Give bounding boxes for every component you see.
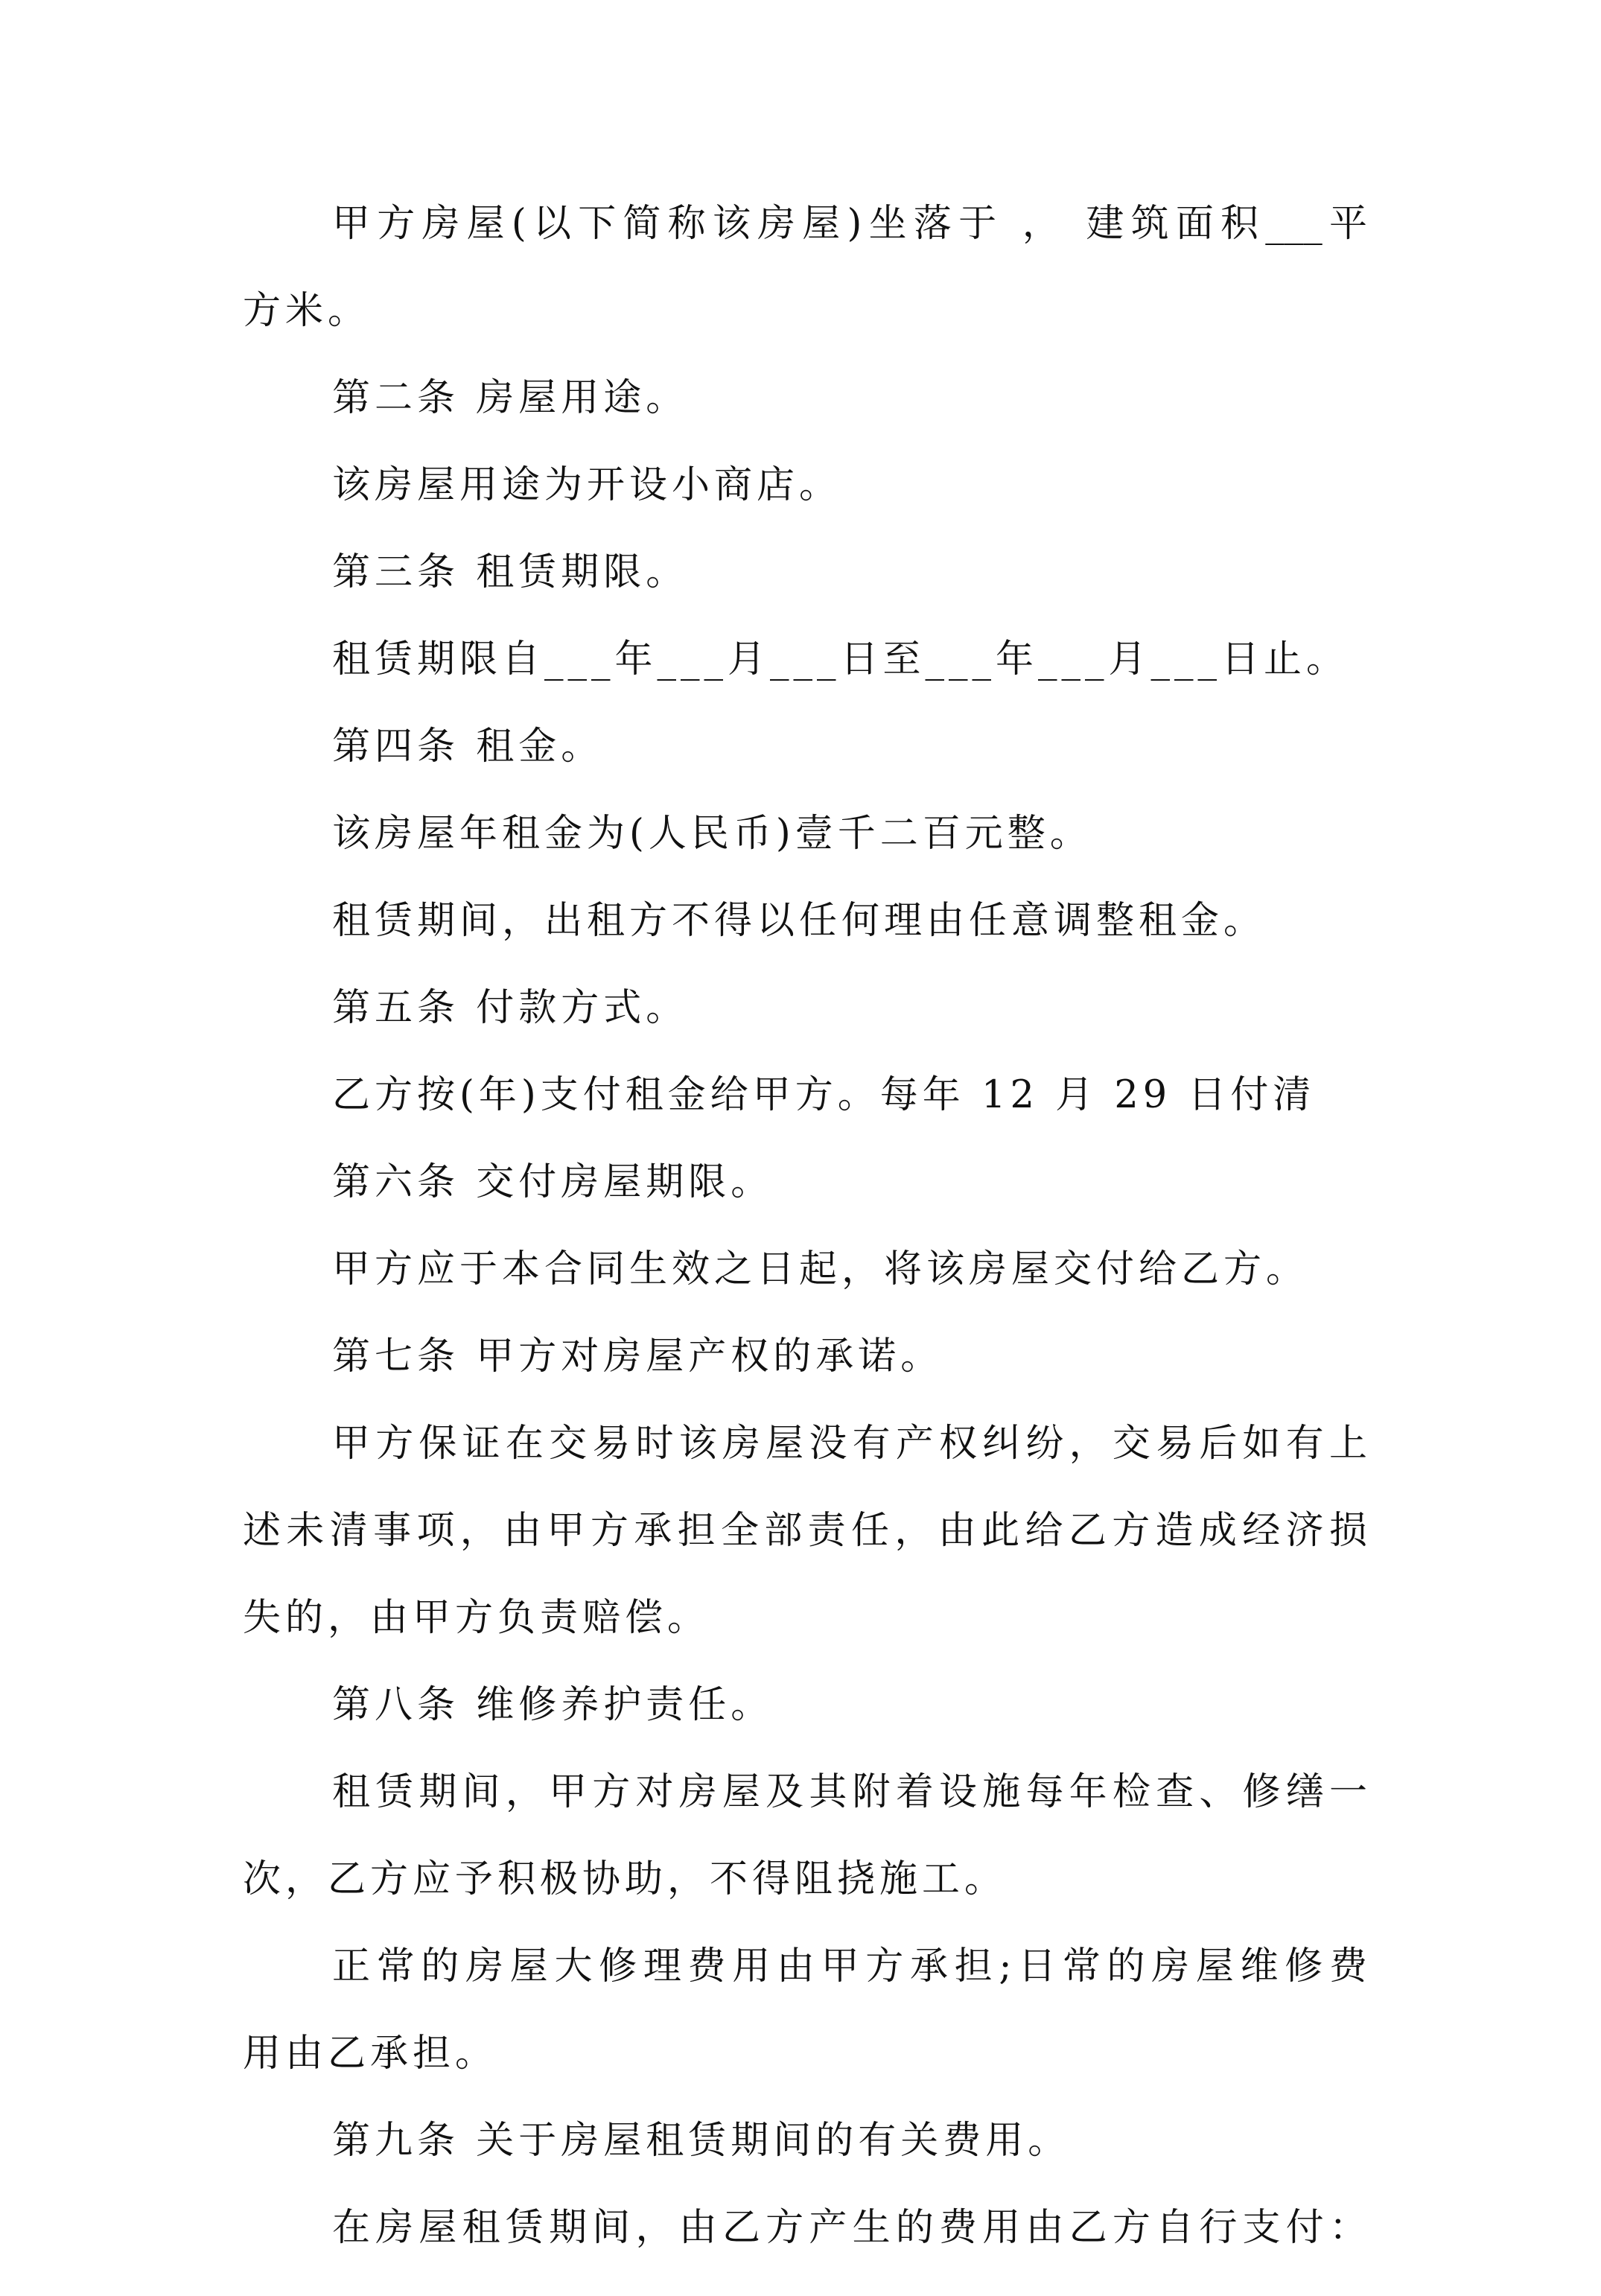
article-3-heading: 第三条 租赁期限。: [332, 550, 689, 594]
article-2-heading: 第二条 房屋用途。: [332, 376, 689, 420]
article-4-heading: 第四条 租金。: [332, 725, 604, 769]
article-6-text: 甲方应于本合同生效之日起，将该房屋交付给乙方。: [332, 1247, 1309, 1291]
article-6-heading: 第六条 交付房屋期限。: [332, 1160, 774, 1204]
article-7-text-line-1: 甲方保证在交易时该房屋没有产权纠纷，交易后如有上: [332, 1422, 1367, 1466]
article-8-text-line-1: 租赁期间，甲方对房屋及其附着设施每年检查、修缮一: [332, 1770, 1367, 1814]
article-4-text-1: 该房屋年租金为(人民币)壹千二百元整。: [332, 812, 1092, 856]
article-4-text-2: 租赁期间，出租方不得以任何理由任意调整租金。: [332, 899, 1267, 943]
article-7-heading: 第七条 甲方对房屋产权的承诺。: [332, 1335, 943, 1378]
contract-body: [243, 202, 1367, 2296]
article-9-heading: 第九条 关于房屋租赁期间的有关费用。: [332, 2119, 1071, 2163]
article-7-text-line-3: 失的，由甲方负责赔偿。: [243, 1596, 710, 1640]
article-2-text: 该房屋用途为开设小商店。: [332, 463, 842, 507]
article-8-text-line-2: 次，乙方应予积极协助，不得阻挠施工。: [243, 1857, 1008, 1901]
article-3-text: 租赁期限自___年___月___日至___年___月___日止。: [332, 637, 1349, 681]
article-8-text-line-3: 正常的房屋大修理费用由甲方承担;日常的房屋维修费: [332, 1944, 1367, 1988]
paragraph-location-line-2: 方米。: [243, 289, 371, 333]
article-9-text: 在房屋租赁期间，由乙方产生的费用由乙方自行支付：: [332, 2206, 1367, 2250]
paragraph-location-line-1: 甲方房屋(以下简称该房屋)坐落于 ， 建筑面积___平: [332, 202, 1367, 246]
article-8-text-line-4: 用由乙承担。: [243, 2032, 498, 2076]
article-8-heading: 第八条 维修养护责任。: [332, 1683, 774, 1727]
article-5-text: 乙方按(年)支付租金给甲方。每年 12 月 29 日付清: [332, 1073, 1316, 1117]
article-7-text-line-2: 述未清事项，由甲方承担全部责任，由此给乙方造成经济损: [243, 1509, 1367, 1553]
article-5-heading: 第五条 付款方式。: [332, 986, 689, 1030]
